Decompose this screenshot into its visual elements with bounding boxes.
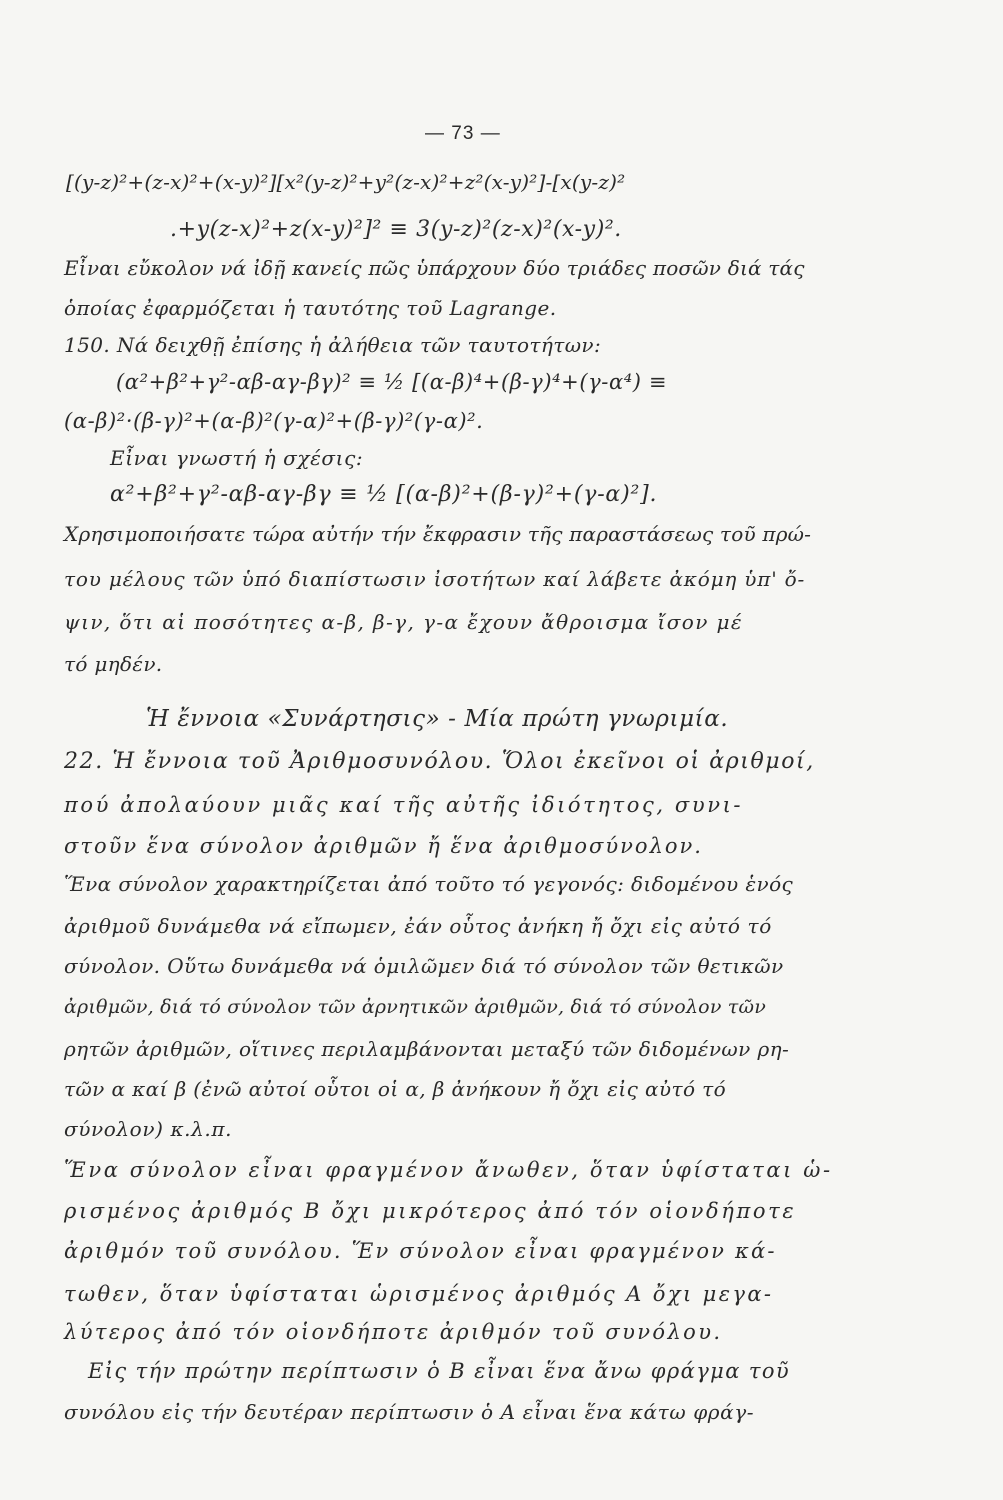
- identity-line-3: (α²+β²+γ²-αβ-αγ-βγ)² ≡ ½ [(α-β)⁴+(β-γ)⁴+(γ-α⁴) ≡: [116, 370, 668, 394]
- paragraph-line: ἀριθμόν τοῦ συνόλου. Ἕν σύνολον εἶναι φραγμένον κά-: [64, 1239, 777, 1263]
- section-22-line: στοῦν ἕνα σύνολον ἀριθμῶν ἤ ἕνα ἀριθμοσύνολον.: [64, 834, 703, 858]
- paragraph-line: τωθεν, ὅταν ὑφίσταται ὡρισμένος ἀριθμός Α ὄχι μεγα-: [64, 1282, 774, 1306]
- paragraph-line: του μέλους τῶν ὑπό διαπίστωσιν ἰσοτήτων καί λάβετε ἀκόμη ὑπ' ὄ-: [64, 567, 806, 591]
- identity-line-2: .+y(z-x)²+z(x-y)²]² ≡ 3(y-z)²(z-x)²(x-y)².: [170, 217, 622, 242]
- identity-line-1: [(y-z)²+(z-x)²+(x-y)²][x²(y-z)²+y²(z-x)²+z²(x-y)²]-[x(y-z)²: [66, 170, 626, 194]
- page-number: — 73 —: [425, 123, 501, 144]
- paragraph-line: ἀριθμοῦ δυνάμεθα νά εἴπωμεν, ἐάν οὗτος ἀνήκη ἤ ὄχι εἰς αὐτό τό: [64, 914, 772, 938]
- paragraph-line: τῶν α καί β (ἐνῶ αὐτοί οὗτοι οἱ α, β ἀνήκουν ἤ ὄχι εἰς αὐτό τό: [64, 1077, 727, 1101]
- paragraph-line: Εἰς τήν πρώτην περίπτωσιν ὁ Β εἶναι ἕνα ἄνω φράγμα τοῦ: [88, 1359, 791, 1383]
- paragraph-line: λύτερος ἀπό τόν οἱονδήποτε ἀριθμόν τοῦ συνόλου.: [64, 1320, 723, 1344]
- paragraph-line: Χρησιμοποιήσατε τώρα αὐτήν τήν ἔκφρασιν τῆς παραστάσεως τοῦ πρώ-: [64, 522, 812, 546]
- paragraph-line: σύνολον) κ.λ.π.: [64, 1117, 233, 1141]
- paragraph-line: συνόλου εἰς τήν δευτέραν περίπτωσιν ὁ Α εἶναι ἕνα κάτω φράγ-: [64, 1400, 755, 1424]
- section-heading: Ἡ ἔννοια «Συνάρτησις» - Μία πρώτη γνωριμία.: [146, 706, 729, 732]
- paragraph-line: ἀριθμῶν, διά τό σύνολον τῶν ἀρνητικῶν ἀριθμῶν, διά τό σύνολον τῶν: [64, 996, 766, 1018]
- paragraph-line: Ἕνα σύνολον εἶναι φραγμένον ἄνωθεν, ὅταν ὑφίσταται ὡ-: [64, 1158, 833, 1182]
- paragraph-line: σύνολον. Οὕτω δυνάμεθα νά ὁμιλῶμεν διά τό σύνολον τῶν θετικῶν: [64, 954, 784, 978]
- exercise-150-statement: 150. Νά δειχθῇ ἐπίσης ἡ ἀλήθεια τῶν ταυτοτήτων:: [64, 333, 602, 357]
- paragraph-line: ρητῶν ἀριθμῶν, οἵτινες περιλαμβάνονται μεταξύ τῶν διδομένων ρη-: [64, 1037, 790, 1061]
- paragraph-line: Εἶναι εὔκολον νά ἰδῇ κανείς πῶς ὑπάρχουν δύο τριάδες ποσῶν διά τάς: [64, 256, 805, 280]
- paragraph-line: Ἕνα σύνολον χαρακτηρίζεται ἀπό τοῦτο τό γεγονός: διδομένου ἑνός: [64, 872, 794, 896]
- section-22-line: πού ἀπολαύουν μιᾶς καί τῆς αὐτῆς ἰδιότητος, συνι-: [64, 793, 744, 817]
- paragraph-line: ρισμένος ἀριθμός Β ὄχι μικρότερος ἀπό τόν οἱονδήποτε: [64, 1199, 797, 1223]
- paragraph-line: ψιν, ὅτι αἱ ποσότητες α-β, β-γ, γ-α ἔχουν ἄθροισμα ἴσον μέ: [64, 610, 744, 634]
- paragraph-line: ὁποίας ἐφαρμόζεται ἡ ταυτότης τοῦ Lagrange.: [64, 296, 557, 320]
- paragraph-line: Εἶναι γνωστή ἡ σχέσις:: [110, 446, 364, 470]
- identity-line-5: α²+β²+γ²-αβ-αγ-βγ ≡ ½ [(α-β)²+(β-γ)²+(γ-α)²].: [110, 482, 658, 507]
- section-22-line: 22. Ἡ ἔννοια τοῦ Ἀριθμοσυνόλου. Ὅλοι ἐκεῖνοι οἱ ἀριθμοί,: [64, 749, 815, 774]
- paragraph-line: τό μηδέν.: [64, 652, 163, 676]
- identity-line-4: (α-β)²·(β-γ)²+(α-β)²(γ-α)²+(β-γ)²(γ-α)².: [64, 409, 484, 433]
